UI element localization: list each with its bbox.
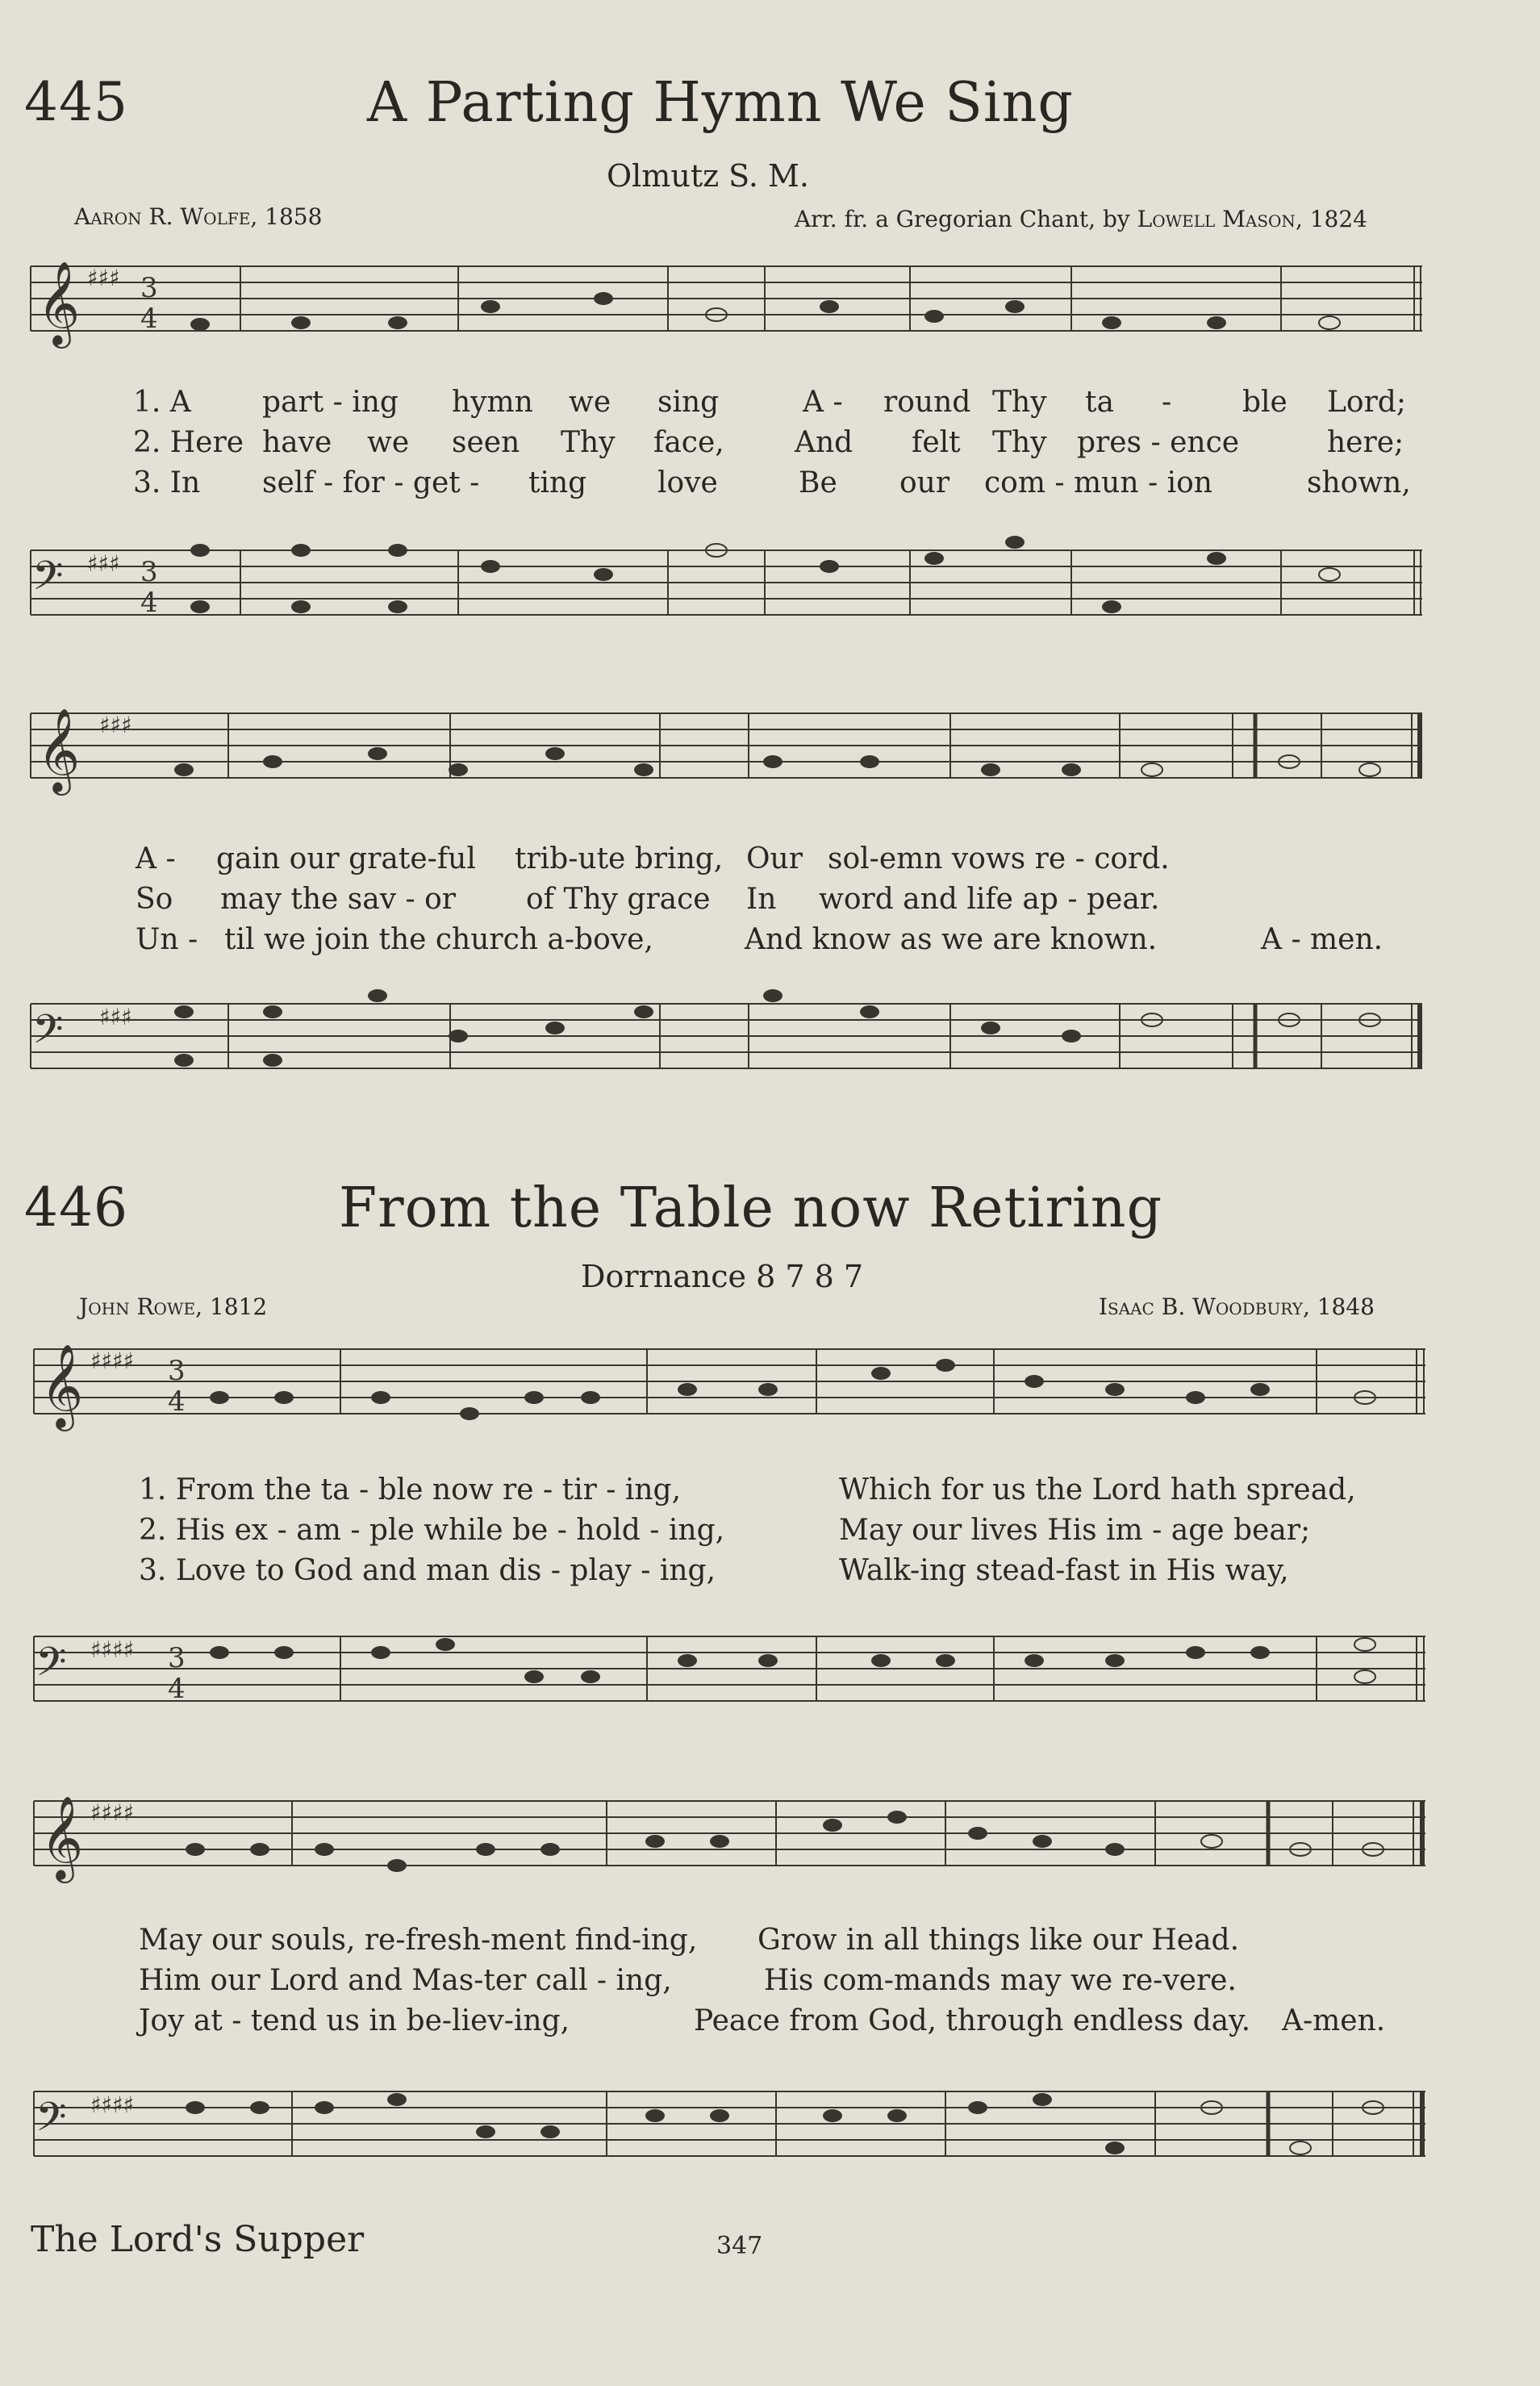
hymn-title: A Parting Hymn We Sing [367, 71, 1074, 135]
hymn-author: Aaron R. Wolfe, 1858 [74, 203, 323, 230]
svg-text:𝄢: 𝄢 [32, 1006, 64, 1063]
hymn-number: 445 [24, 71, 128, 133]
hymn-number: 446 [24, 1176, 128, 1239]
bass-staff [23, 986, 1422, 1107]
svg-text:4: 4 [140, 303, 158, 335]
svg-text:4: 4 [140, 587, 158, 619]
svg-text:♯♯♯♯: ♯♯♯♯ [90, 1348, 135, 1374]
svg-text:𝄢: 𝄢 [35, 1639, 67, 1695]
verse-line-3: Joy at - tend us in be-liev-ing, Peace from God, through endless day. A-men. [139, 2004, 1386, 2037]
hymn-composer: Isaac B. Woodbury, 1848 [1098, 1293, 1375, 1320]
verse-line-3: Un - til we join the church a-bove, And know as we are known. A - men. [136, 923, 1383, 956]
svg-text:♯♯♯: ♯♯♯ [99, 712, 132, 738]
svg-text:♯♯♯♯: ♯♯♯♯ [90, 1799, 135, 1826]
svg-text:♯♯♯: ♯♯♯ [87, 265, 120, 291]
tune-name: Dorrnance 8 7 8 7 [581, 1259, 864, 1294]
verse-line-1: 1. A part - ing hymn we sing A - round Thy ta - ble Lord; [133, 386, 1406, 419]
bass-staff [26, 1619, 1425, 1740]
verse-line-1: A - gain our grate-ful trib-ute bring, Our sol-emn vows re - cord. [136, 842, 1170, 875]
svg-text:3: 3 [140, 272, 158, 304]
bass-staff [23, 533, 1422, 654]
svg-text:𝄞: 𝄞 [37, 261, 81, 345]
treble-staff [26, 1791, 1425, 1912]
svg-text:3: 3 [168, 1642, 186, 1674]
svg-text:♯♯♯: ♯♯♯ [87, 550, 120, 577]
svg-text:♯♯♯♯: ♯♯♯♯ [90, 2091, 135, 2118]
treble-staff [23, 704, 1422, 825]
hymn-composer [795, 206, 1367, 232]
tune-name: Olmutz S. M. [607, 158, 810, 194]
verse-line-2: 2. His ex - am - ple while be - hold - ing, May our lives His im - age bear; [139, 1514, 1311, 1547]
svg-text:3: 3 [168, 1355, 186, 1387]
verse-line-2: So may the sav - or of Thy grace In word and life ap - pear. [136, 883, 1160, 916]
svg-text:4: 4 [168, 1385, 186, 1418]
svg-text:𝄞: 𝄞 [40, 1795, 84, 1880]
svg-text:𝄢: 𝄢 [32, 553, 64, 609]
svg-text:♯♯♯♯: ♯♯♯♯ [90, 1636, 135, 1663]
page-number: 347 [716, 2232, 763, 2260]
svg-text:3: 3 [140, 556, 158, 588]
bass-staff [26, 2074, 1425, 2195]
svg-text:𝄞: 𝄞 [40, 1343, 84, 1428]
verse-line-1: 1. From the ta - ble now re - tir - ing, Which for us the Lord hath spread, [139, 1473, 1356, 1506]
section-title: The Lord's Supper [31, 2219, 365, 2260]
composer-year: , 1824 [1295, 206, 1367, 232]
hymn-author: John Rowe, 1812 [79, 1293, 268, 1320]
verse-line-2: 2. Here have we seen Thy face, And felt Thy pres - ence here; [133, 426, 1404, 459]
hymn-title: From the Table now Retiring [339, 1176, 1163, 1240]
verse-line-1: May our souls, re-fresh-ment find-ing, Grow in all things like our Head. [139, 1924, 1240, 1957]
verse-line-3: 3. Love to God and man dis - play - ing, Walk-ing stead-fast in His way, [139, 1554, 1289, 1587]
composer-name: Lowell Mason [1137, 206, 1296, 232]
svg-text:♯♯♯: ♯♯♯ [99, 1004, 132, 1030]
treble-staff [26, 1339, 1425, 1460]
svg-text:𝄢: 𝄢 [35, 2094, 67, 2150]
svg-text:4: 4 [168, 1673, 186, 1705]
treble-staff [23, 257, 1422, 378]
svg-text:𝄞: 𝄞 [37, 708, 81, 792]
verse-line-3: 3. In self - for - get - ting love Be our com - mun - ion shown, [133, 466, 1411, 499]
verse-line-2: Him our Lord and Mas-ter call - ing, His com-mands may we re-vere. [139, 1964, 1237, 1997]
composer-prefix: Arr. fr. a Gregorian Chant, by [794, 206, 1137, 232]
